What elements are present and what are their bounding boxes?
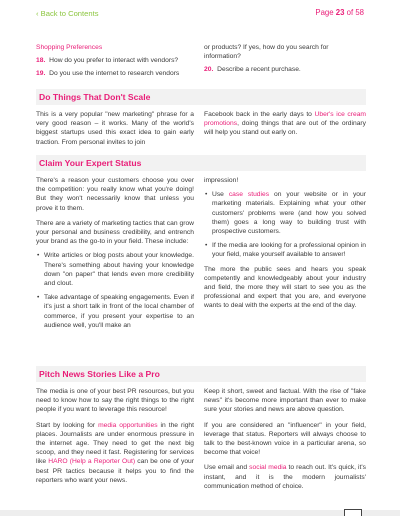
- social-media-link[interactable]: social media: [249, 464, 287, 472]
- question-18: [36, 56, 194, 65]
- section-header-dont-scale: [36, 89, 366, 105]
- pitch-news-text-a: Start by looking for: [36, 421, 99, 429]
- expert-status-right-column: [204, 176, 366, 311]
- page-indicator: [315, 8, 364, 17]
- footer-strip: [0, 510, 400, 516]
- section-title-dont-scale: Do Things That Don't Scale: [39, 92, 151, 102]
- section-body-dont-scale: [36, 110, 366, 154]
- pitch-news-paragraph-4: If you are considered an "influencer" in your field, leverage that status. Reporters will always choose to talk to the best-known voice in a particular arena, so become that voice!: [204, 421, 366, 457]
- dont-scale-left-column: [36, 110, 194, 147]
- bullet-case-studies: [204, 190, 366, 236]
- back-to-contents-label: Back to Contents: [40, 9, 99, 18]
- section-header-expert-status: [36, 155, 366, 171]
- section-body-pitch-news: [36, 387, 366, 505]
- dont-scale-right-column: [204, 110, 366, 138]
- case-studies-text-b: on your website or in your marketing materials. Explaining what your other customers' problems were (and how you solved them) goes a long way to building trust with prospective customers.: [212, 191, 366, 236]
- page-prefix: Page: [315, 8, 334, 17]
- questions-left-column: [36, 38, 194, 78]
- back-to-contents-link[interactable]: [36, 9, 99, 18]
- question-18-number: 18.: [36, 57, 46, 64]
- question-18-text: How do you prefer to interact with vendors?: [49, 57, 179, 64]
- page-total: 58: [355, 8, 364, 17]
- bullet-media-opinion: • If the media are looking for a professional opinion in your field, make yourself available to answer!: [204, 241, 366, 259]
- section-title-pitch-news: Pitch News Stories Like a Pro: [39, 369, 160, 379]
- questions-right-column: [204, 38, 366, 74]
- dont-scale-paragraph-1: This is a very popular "new marketing" phrase for a very good reason – it works. Many of the world's biggest startups used this exact idea to gain early traction. From personal invites to join: [36, 111, 194, 146]
- pitch-news-text-e: to reach out. It's quick, it's instant, and it is the modern journalists' communication method of choice.: [204, 464, 366, 490]
- pitch-news-left-column: [36, 387, 194, 485]
- shopping-preferences-heading: Shopping Preferences: [36, 44, 103, 51]
- expert-status-impression: impression!: [204, 177, 239, 184]
- pitch-news-text-d: Use email and: [204, 464, 250, 472]
- expert-status-bullets-right: [204, 190, 366, 259]
- haro-link[interactable]: HARO (Help a Reporter Out): [48, 458, 136, 466]
- uber-ice-cream-link[interactable]: Uber's ice cream promotions: [204, 111, 366, 128]
- bullet-write-articles: • Write articles or blog posts about your knowledge. There's something about having your knowledge down "on paper" that lends even more credibility and clout.: [36, 251, 194, 288]
- dont-scale-paragraph-2: [204, 110, 366, 138]
- case-studies-text-a: Use: [212, 191, 229, 199]
- dont-scale-text-a: Facebook back in the early days to: [204, 111, 315, 118]
- bullet-speaking-engagements: • Take advantage of speaking engagements. Even if it's just a short talk in front of the local chamber of commerce, if you present your expertise to an audience well, you'll make an: [36, 293, 194, 330]
- pitch-news-text-c: can be one of your best PR tactics because it helps you to find the reporters who want your news.: [36, 458, 194, 484]
- section-header-pitch-news: [36, 366, 366, 382]
- case-studies-link[interactable]: case studies: [228, 191, 270, 199]
- question-19: [36, 69, 194, 78]
- expert-status-bullets-left: [36, 251, 194, 330]
- back-arrow-icon: ‹: [36, 9, 39, 18]
- section-body-expert-status: [36, 176, 366, 362]
- question-20: [204, 65, 366, 74]
- section-title-expert-status: Claim Your Expert Status: [39, 158, 142, 168]
- pitch-news-paragraph-2: [36, 421, 194, 485]
- expert-status-paragraph-3: The more the public sees and hears you speak competently and knowledgeably about your industry and field, the more they will start to see you as the professional and expert that you are, and everyone wants to deal with the experts at the end of the day.: [204, 265, 366, 310]
- footer-tab[interactable]: [344, 509, 362, 516]
- pitch-news-paragraph-3: Keep it short, sweet and factual. With the rise of "fake news" it's become more important than ever to make sure your stories and news are above question.: [204, 388, 366, 414]
- question-19-text: Do you use the internet to research vendors: [49, 70, 180, 77]
- dont-scale-text-b: , doing things that are out of the ordinary will help you stand out early on.: [204, 120, 366, 137]
- page-sep: of: [346, 8, 354, 17]
- pitch-news-right-column: [204, 387, 366, 491]
- pitch-news-text-b: in the right places. Journalists are under enormous pressure in the internet age. They need to get the next big scoop, and they need it fast. Registering for services like: [36, 421, 194, 466]
- questions-block: [36, 38, 366, 84]
- page-current: 23: [335, 8, 345, 17]
- question-20-number: 20.: [204, 66, 214, 73]
- expert-status-paragraph-1: There's a reason your customers choose you over the competition: you really know what you're doing! But they won't necessarily know that unless you prove it to them.: [36, 177, 194, 212]
- question-19-continued: or products? If yes, how do you search for information?: [204, 44, 329, 60]
- pitch-news-paragraph-5: [204, 463, 366, 491]
- expert-status-left-column: [36, 176, 194, 335]
- question-19-number: 19.: [36, 70, 46, 77]
- pitch-news-paragraph-1: The media is one of your best PR resources, but you need to know how to say the right things to the right people if you want to leverage this resource!: [36, 388, 194, 414]
- media-opportunities-link[interactable]: media opportunities: [98, 421, 158, 429]
- top-bar: [0, 0, 400, 28]
- question-20-text: Describe a recent purchase.: [217, 66, 301, 73]
- expert-status-paragraph-2: There are a variety of marketing tactics that can grow your personal and business credibility, and entrench your brand as the go-to in your field. These include:: [36, 219, 194, 246]
